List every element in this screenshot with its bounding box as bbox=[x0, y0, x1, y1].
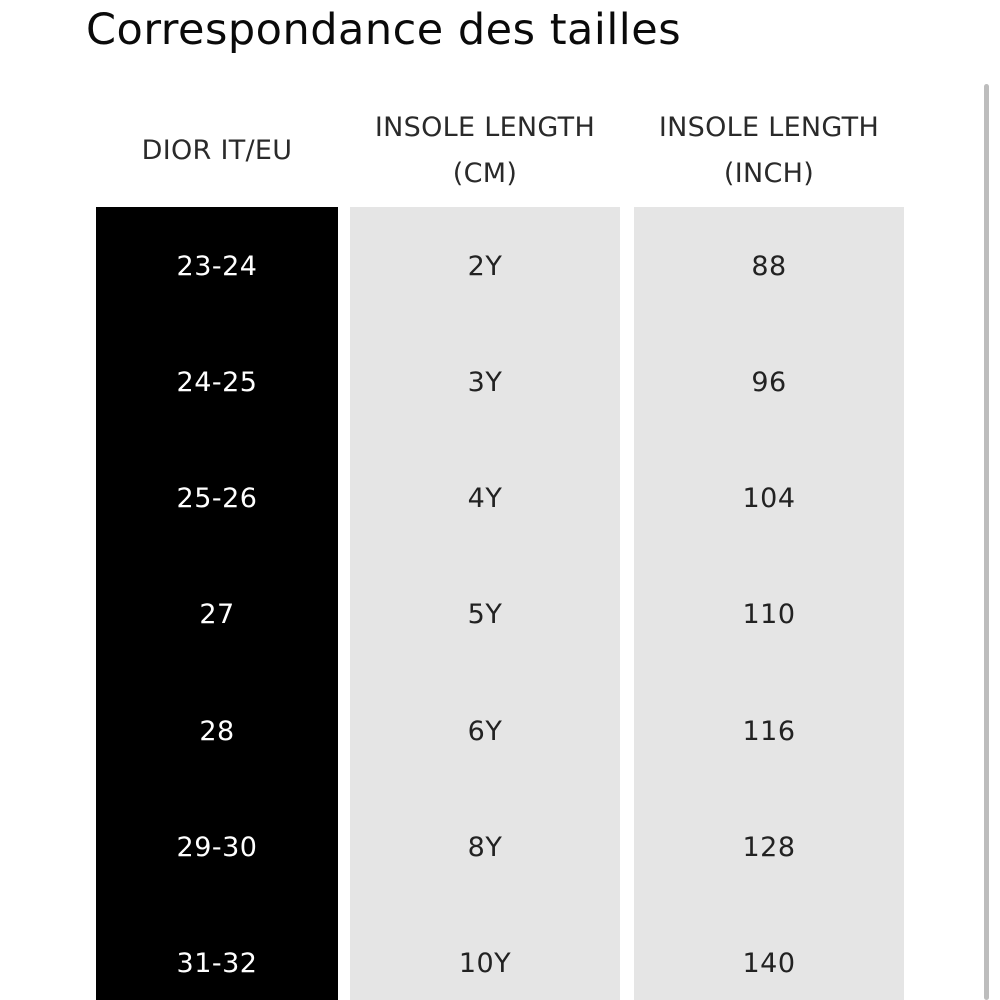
column-header-insole-cm bbox=[350, 106, 620, 196]
column-header-line: (CM) bbox=[452, 158, 518, 189]
column-header-dior-size bbox=[96, 106, 338, 196]
table-cell: 140 bbox=[742, 947, 796, 979]
table-cell: 28 bbox=[199, 715, 235, 747]
table-cell: 31-32 bbox=[176, 947, 258, 979]
table-cell: 5Y bbox=[467, 598, 503, 630]
column-header-insole-inch bbox=[634, 106, 904, 196]
table-cell: 8Y bbox=[467, 831, 503, 863]
table-cell: 24-25 bbox=[176, 366, 258, 398]
page-title: Correspondance des tailles bbox=[86, 5, 682, 55]
column-header-line: INSOLE LENGTH bbox=[658, 112, 880, 143]
vertical-scrollbar[interactable] bbox=[984, 84, 989, 1000]
table-cell: 104 bbox=[742, 482, 796, 514]
table-cell: 128 bbox=[742, 831, 796, 863]
column-header-line: DIOR IT/EU bbox=[141, 135, 293, 166]
table-cell: 6Y bbox=[467, 715, 503, 747]
table-cell: 110 bbox=[742, 598, 796, 630]
size-column-insole-inch bbox=[634, 207, 904, 1000]
size-column-insole-cm bbox=[350, 207, 620, 1000]
column-header-line: (INCH) bbox=[723, 158, 815, 189]
table-cell: 2Y bbox=[467, 250, 503, 282]
column-header-line: INSOLE LENGTH bbox=[374, 112, 596, 143]
table-cell: 25-26 bbox=[176, 482, 258, 514]
table-cell: 23-24 bbox=[176, 250, 258, 282]
table-cell: 27 bbox=[199, 598, 235, 630]
table-cell: 29-30 bbox=[176, 831, 258, 863]
size-column-dior-it-eu bbox=[96, 207, 338, 1000]
table-cell: 96 bbox=[751, 366, 787, 398]
table-cell: 4Y bbox=[467, 482, 503, 514]
table-cell: 3Y bbox=[467, 366, 503, 398]
table-cell: 10Y bbox=[458, 947, 512, 979]
table-cell: 88 bbox=[751, 250, 787, 282]
table-cell: 116 bbox=[742, 715, 796, 747]
